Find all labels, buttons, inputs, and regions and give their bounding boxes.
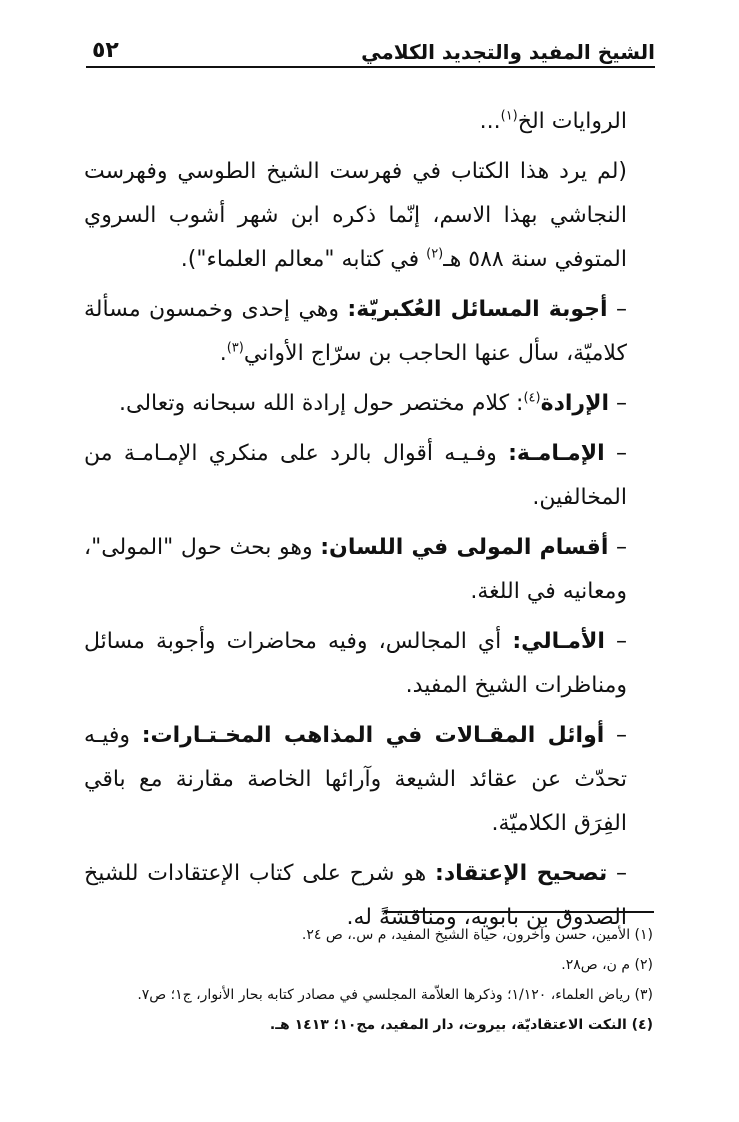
running-header bbox=[92, 22, 655, 62]
list-item bbox=[84, 526, 653, 614]
footnote: (٢) م ن، ص٢٨. bbox=[561, 957, 653, 973]
list-dash: – bbox=[607, 861, 627, 886]
list-term: أوائل المقـالات في المذاهب المخـتـارات: bbox=[141, 723, 605, 748]
footnote-ref: (٤) bbox=[523, 390, 541, 406]
main-text bbox=[84, 100, 653, 946]
list-term: الإرادة bbox=[540, 391, 609, 416]
list-dash: – bbox=[609, 391, 627, 416]
list-text: هو شرح على كتاب الإعتقادات للشيخ الصدوق بن بابويه، ومناقشةً له. bbox=[84, 861, 627, 930]
paragraph-text: الروايات الخ bbox=[517, 109, 627, 134]
list-term: أقسام المولى في اللسان: bbox=[320, 535, 609, 560]
footnote-ref: (١) bbox=[500, 108, 518, 124]
list-item bbox=[84, 432, 653, 520]
list-text: وهي إحدى وخمسون مسألة كلاميّة، سأل عنها الحاجب بن سرّاج الأواني bbox=[84, 297, 627, 366]
list-dash: – bbox=[604, 629, 627, 654]
list-item bbox=[84, 620, 653, 708]
list-term: تصحيح الإعتقاد: bbox=[435, 861, 608, 886]
footnote-rule bbox=[384, 911, 654, 913]
list-text-end: . bbox=[219, 341, 227, 366]
list-text: أي المجالس، وفيه محاضرات وأجوبة مسائل ومناظرات الشيخ المفيد. bbox=[84, 629, 627, 698]
footnote-ref: (٢) bbox=[426, 246, 444, 262]
paragraph-text: ... bbox=[479, 109, 501, 134]
list-dash: – bbox=[608, 535, 627, 560]
list-term: الأمـالي: bbox=[512, 629, 605, 654]
list-text: وفيـه تحدّث عن عقائد الشيعة وآرائها الخاصة مقارنة مع باقي الفِرَق الكلاميّة. bbox=[84, 723, 627, 836]
paragraph-continuation bbox=[84, 100, 653, 144]
list-text: : كلام مختصر حول إرادة الله سبحانه وتعالى. bbox=[119, 391, 524, 416]
list-text: وفـيـه أقوال بالرد على منكري الإمـامـة من المخالفين. bbox=[84, 441, 627, 510]
list-dash: – bbox=[607, 297, 627, 322]
list-item bbox=[84, 714, 653, 846]
footnote: (٣) رياض العلماء، ١/١٢٠؛ وذكرها العلاّمة المجلسي في مصادر كتابه بحار الأنوار، ج١؛ ص٧. bbox=[137, 987, 653, 1003]
paragraph-text: (لم يرد هذا الكتاب في فهرست الشيخ الطوسي وفهرست النجاشي بهذا الاسم، إنّما ذكره ابن شهر أشوب السروي المتوفي سنة ٥٨٨ هـ bbox=[84, 159, 627, 272]
list-term: أجوبة المسائل العُكبريّة: bbox=[347, 297, 608, 322]
header-rule bbox=[86, 66, 655, 68]
list-text: وهو بحث حول "المولى"، ومعانيه في اللغة. bbox=[84, 535, 627, 604]
paragraph-note bbox=[84, 150, 653, 282]
list-dash: – bbox=[604, 441, 627, 466]
footnote-ref: (٣) bbox=[226, 340, 244, 356]
header-title: الشيخ المفيد والتجديد الكلامي bbox=[361, 40, 655, 64]
footnote: (١) الأمين، حسن وآخرون، حياة الشيخ المفيد، م س.، ص ٢٤. bbox=[301, 927, 653, 943]
paragraph-text: في كتابه "معالم العلماء"). bbox=[180, 247, 427, 272]
list-dash: – bbox=[604, 723, 627, 748]
list-term: الإمـامـة: bbox=[508, 441, 605, 466]
footnote: (٤) النكت الاعتقاديّة، بيروت، دار المفيد، مج١٠؛ ١٤١٣ هـ. bbox=[269, 1017, 653, 1033]
page-number: ٥٢ bbox=[92, 38, 119, 63]
footnotes bbox=[84, 920, 653, 1040]
list-item bbox=[84, 288, 653, 376]
list-item bbox=[84, 382, 653, 426]
